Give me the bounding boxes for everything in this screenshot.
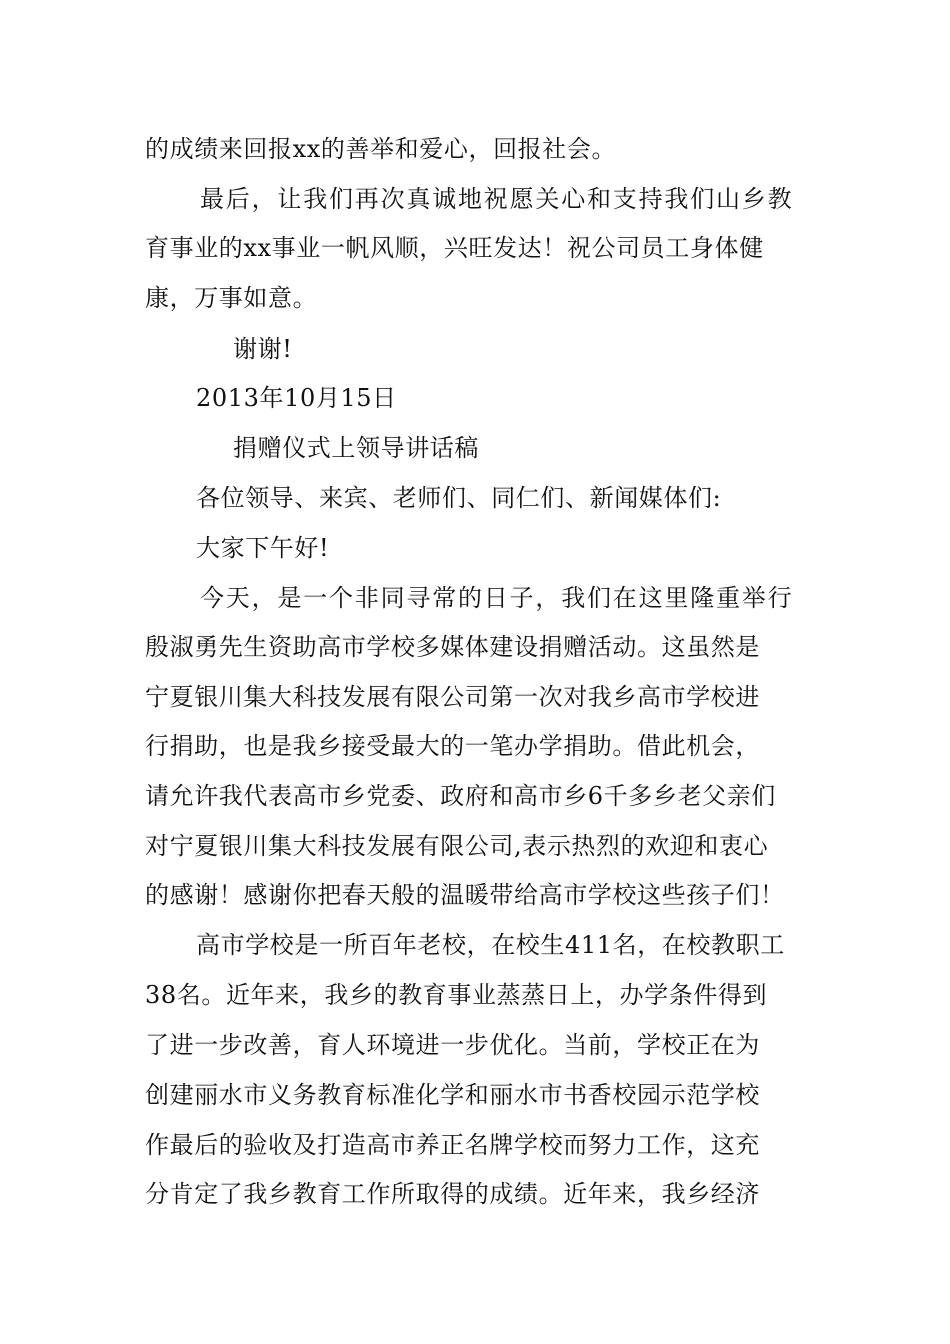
text-line-9: 大家下午好! (196, 534, 330, 562)
text-line-6: 2013年10月15日 (196, 384, 397, 412)
text-line-4: 康，万事如意。 (145, 284, 318, 312)
text-line-19: 了进一步改善，育人环境进一步优化。当前，学校正在为 (145, 1031, 760, 1059)
text-line-12: 宁夏银川集大科技发展有限公司第一次对我乡高市学校进 (145, 683, 760, 711)
text-line-1: 的成绩来回报xx的善举和爱心，回报社会。 (145, 135, 617, 163)
text-line-16: 的感谢！感谢你把春天般的温暖带给高市学校这些孩子们！ (145, 881, 785, 909)
text-line-21: 作最后的验收及打造高市养正名牌学校而努力工作，这充 (145, 1131, 760, 1159)
text-line-10: 今天，是一个非同寻常的日子，我们在这里隆重举行 (200, 584, 794, 612)
text-line-13: 行捐助，也是我乡接受最大的一笔办学捐助。借此机会， (145, 732, 760, 760)
text-line-7: 捐赠仪式上领导讲话稿 (233, 434, 479, 462)
text-line-11: 殷淑勇先生资助高市学校多媒体建设捐赠活动。这虽然是 (145, 633, 760, 661)
text-line-17: 高市学校是一所百年老校，在校生411名，在校教职工 (196, 931, 785, 959)
text-line-18: 38名。近年来，我乡的教育事业蒸蒸日上，办学条件得到 (145, 981, 768, 1009)
text-line-22: 分肯定了我乡教育工作所取得的成绩。近年来，我乡经济 (145, 1180, 760, 1208)
text-line-3: 育事业的xx事业一帆风顺，兴旺发达！祝公司员工身体健 (145, 234, 764, 262)
text-line-14: 请允许我代表高市乡党委、政府和高市乡6千多乡老父亲们 (145, 782, 776, 810)
text-line-5: 谢谢! (233, 335, 293, 363)
text-line-20: 创建丽水市义务教育标准化学和丽水市书香校园示范学校 (145, 1081, 760, 1109)
text-line-2: 最后，让我们再次真诚地祝愿关心和支持我们山乡教 (200, 185, 794, 213)
text-line-8: 各位领导、来宾、老师们、同仁们、新闻媒体们: (196, 484, 722, 512)
text-line-15: 对宁夏银川集大科技发展有限公司,表示热烈的欢迎和衷心 (145, 832, 769, 860)
